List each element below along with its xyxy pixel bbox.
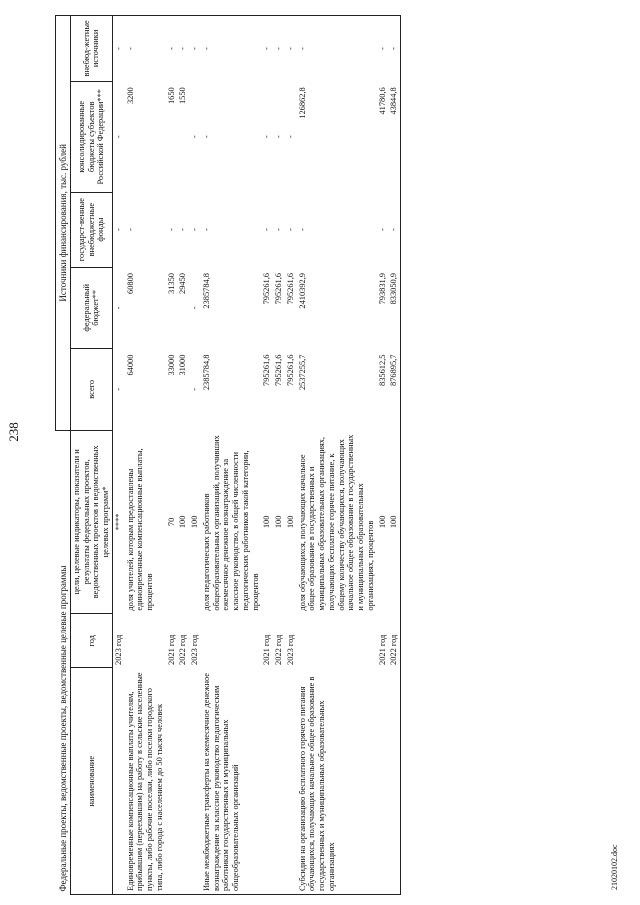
cell-state-funds: -	[113, 228, 123, 232]
cell-federal: 793831,9	[377, 273, 387, 305]
cell-federal: -	[113, 306, 123, 310]
cell-regional: -	[262, 135, 272, 139]
cell-indicator: 100	[178, 515, 188, 529]
cell-name	[177, 668, 189, 895]
cell-regional: 3200	[125, 87, 135, 105]
cell-state-funds: -	[178, 228, 188, 232]
table-row	[273, 16, 285, 895]
cell-year	[297, 614, 377, 668]
cell-indicator: 100	[262, 515, 272, 529]
cell-federal: 795261,6	[285, 273, 295, 305]
cell-federal: 60800	[125, 273, 135, 294]
financing-table	[55, 15, 401, 895]
cell-state-funds: -	[297, 228, 307, 232]
cell-name: Субсидии на организацию бесплатного горячего питания обучающихся, получающих начальное общее образование в государственных и муниципальных образовательных организациях	[297, 668, 377, 895]
cell-name	[261, 668, 273, 895]
cell-total: 33000	[166, 354, 176, 376]
header-year: год	[70, 614, 112, 668]
cell-total: 2385784,8	[201, 354, 211, 391]
cell-total: 64000	[125, 354, 135, 376]
cell-indicator: доля обучающихся, получающих начальное общее образование в государственных и муниципальных образовательных организациях, получающих бесплатное горячее питание, к общему количеству обучающихся, получающих начальное общее образование в государственных и муниципальных образовательных организациях, процентов	[297, 434, 375, 611]
footer-file-code: 21020102.doc	[610, 844, 619, 890]
cell-indicator: доля педагогических работников общеобразовательных организаций, получивших ежемесячное денежное вознаграждение за классное руководство, в общей численности педагогических работников такой категории, процентов	[201, 435, 260, 611]
cell-name	[377, 668, 389, 895]
cell-offbudget: -	[297, 16, 377, 82]
cell-indicator: 100	[388, 430, 400, 614]
cell-year: 2022 год	[388, 614, 400, 668]
cell-federal: 2385784,8	[201, 273, 211, 309]
cell-federal: 31350	[166, 273, 176, 294]
cell-indicator: 100	[285, 515, 295, 529]
cell-total: 835612,5	[377, 354, 387, 386]
cell-year	[201, 614, 262, 668]
cell-indicator: доля учителей, которым предоставлены единовременные компенсационные выплаты, процентов	[125, 448, 155, 611]
cell-state-funds: -	[377, 228, 387, 232]
cell-name	[285, 668, 297, 895]
cell-year: 2023 год	[285, 634, 295, 665]
cell-year: 2023 год	[190, 634, 200, 665]
cell-state-funds: -	[285, 228, 295, 232]
cell-total: 795261,6	[262, 354, 272, 386]
cell-state-funds: -	[201, 228, 211, 232]
cell-year: 2021 год	[377, 634, 387, 665]
cell-indicator: 100	[377, 515, 387, 529]
cell-regional: -	[201, 135, 211, 139]
cell-regional: -	[113, 135, 123, 139]
cell-regional: 41780,6	[377, 87, 387, 115]
table-row	[285, 16, 297, 895]
cell-regional: 126862,8	[297, 87, 307, 119]
cell-offbudget: -	[273, 16, 285, 82]
cell-indicator: 100	[190, 515, 200, 529]
cell-regional: 1550	[178, 87, 188, 105]
cell-year: 2021 год	[262, 634, 272, 665]
table-row	[112, 16, 124, 895]
cell-year: 2021 год	[166, 634, 176, 665]
cell-total: 2537255,7	[297, 354, 307, 391]
cell-name	[112, 668, 124, 895]
table-row	[377, 16, 389, 895]
header-name: наименование	[70, 668, 112, 895]
cell-offbudget: -	[201, 16, 262, 82]
cell-total: -	[113, 387, 123, 391]
cell-regional: -	[274, 135, 284, 139]
cell-name: Единовременные компенсационные выплаты учителям, прибывшим (переехавшим) на работу в сельские населенные пункты, либо рабочие поселки, либо поселки городского типа, либо города с населением до 50 тысяч человек	[125, 668, 166, 895]
header-regional: консолидированные бюджеты субъектов Российской Федерации***	[70, 81, 112, 192]
cell-regional: -	[190, 135, 200, 139]
cell-offbudget: -	[177, 16, 189, 82]
caption-projects: Федеральные проекты, ведомственные проекты, ведомственные целевые программы	[56, 430, 71, 894]
cell-year: 2022 год	[178, 634, 188, 665]
cell-offbudget: -	[166, 16, 178, 82]
cell-federal: 833050,9	[388, 267, 400, 349]
cell-offbudget: -	[112, 16, 124, 82]
cell-total: 876895,7	[388, 349, 400, 431]
cell-state-funds: -	[274, 228, 284, 232]
table-row	[189, 16, 201, 895]
cell-state-funds: -	[262, 228, 272, 232]
cell-total: -	[190, 387, 200, 391]
cell-year: 2023 год	[113, 634, 123, 665]
cell-regional: 1650	[166, 87, 176, 105]
cell-total: 795261,6	[274, 354, 284, 386]
cell-federal: 795261,6	[262, 273, 272, 305]
table-row	[177, 16, 189, 895]
table-row	[166, 16, 178, 895]
cell-regional: -	[285, 135, 295, 139]
cell-total: 795261,6	[285, 354, 295, 386]
table-row	[125, 16, 166, 895]
cell-indicator: 100	[274, 515, 284, 529]
cell-federal: 795261,6	[274, 273, 284, 305]
cell-state-funds: -	[388, 192, 400, 267]
cell-name	[388, 668, 400, 895]
cell-name	[189, 668, 201, 895]
header-total: всего	[70, 349, 112, 431]
cell-name	[273, 668, 285, 895]
table-row	[261, 16, 273, 895]
cell-year: 2022 год	[274, 634, 284, 665]
table-row	[388, 16, 400, 895]
cell-offbudget: -	[189, 16, 201, 82]
table-row	[201, 16, 262, 895]
cell-name: Иные межбюджетные трансферты на ежемесячное денежное вознаграждение за классное руководство педагогическим работникам государственных и муниципальных общеобразовательных организаций	[201, 668, 262, 895]
header-federal: федеральный бюджет**	[70, 267, 112, 349]
cell-state-funds: -	[166, 228, 176, 232]
cell-federal: 29450	[178, 273, 188, 294]
cell-total: 31000	[178, 354, 188, 376]
cell-year	[125, 614, 166, 668]
rotated-table-container	[55, 15, 595, 895]
table-row	[297, 16, 377, 895]
cell-offbudget: -	[285, 16, 297, 82]
header-state-funds: государст-венные внебюджетные фонды	[70, 192, 112, 267]
cell-offbudget: -	[261, 16, 273, 82]
cell-indicator: ****	[113, 513, 123, 531]
cell-offbudget: -	[388, 16, 400, 82]
page-number: 238	[6, 422, 21, 442]
cell-offbudget: -	[377, 16, 389, 82]
cell-offbudget: -	[125, 16, 166, 82]
cell-indicator: 70	[166, 517, 176, 527]
cell-state-funds: -	[190, 228, 200, 232]
header-offbudget: внебюд-жетные источники	[70, 16, 112, 82]
cell-federal: -	[190, 306, 200, 310]
caption-sources: Источники финансирования, тыс. рублей	[56, 16, 71, 431]
header-indicator: цели, целевые индикаторы, показатели и результаты федеральных проектов, ведомственных проектов и ведомственных целевых программ*	[70, 430, 112, 614]
cell-federal: 2410392,9	[297, 273, 307, 309]
cell-regional: 43844,8	[388, 81, 400, 192]
cell-state-funds: -	[125, 228, 135, 232]
cell-name	[166, 668, 178, 895]
